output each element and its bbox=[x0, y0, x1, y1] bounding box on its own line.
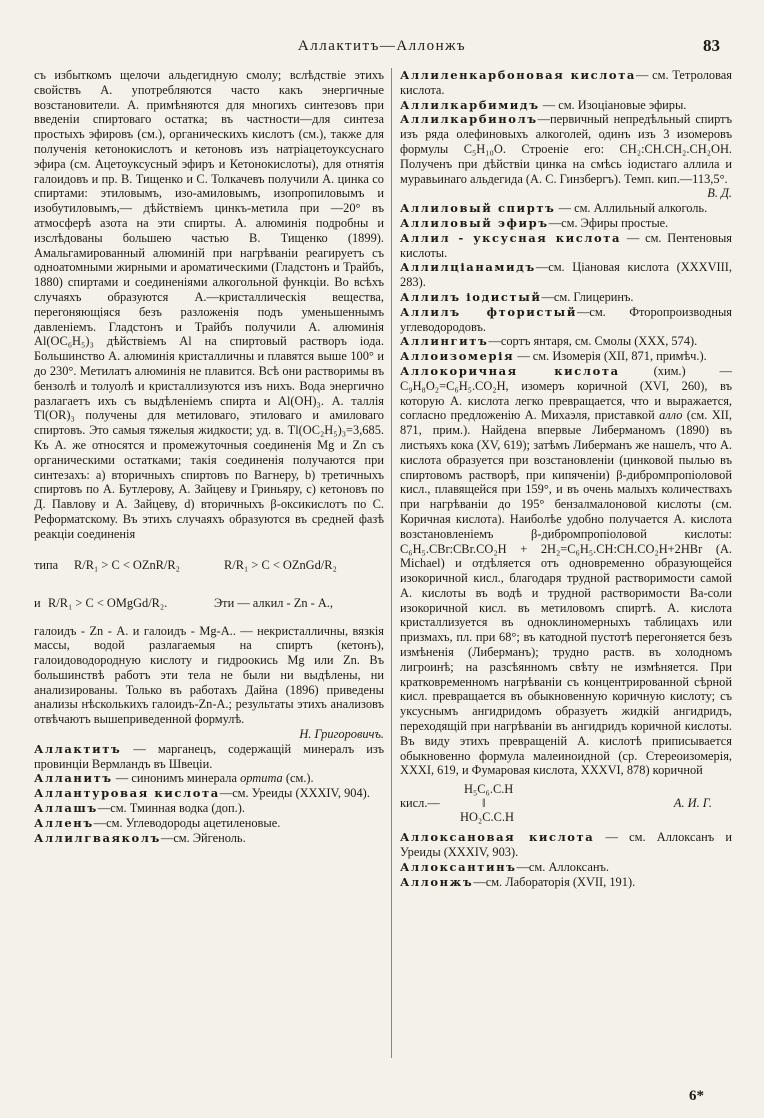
entry-text: — см. Пентеновыя кислоты. bbox=[400, 230, 732, 260]
author-signature: Н. Григоровичъ. bbox=[299, 727, 384, 742]
formula-double-bond: ‖ bbox=[482, 796, 486, 811]
entry-term: Аллилкарбинолъ bbox=[400, 112, 538, 127]
article-paragraph-2: галоидъ - Zn - А. и галоидъ - Mg-А.. — некристалличны, вязкія массы, водой разлагаемыя на спиртъ (кетонъ), галоидоводородную кислоту и гидроокись Mg или Zn. Въ большинствѣ работъ эти тела не были ни выдѣлены, ни анализированы. Только въ работахъ Дайна (1896) приведены анализы нѣсколькихъ галоидъ-Zn-А.; результаты этихъ анализовъ отвѣчаютъ вышеприведенной формулѣ. bbox=[34, 623, 384, 727]
entry-allonzh bbox=[400, 875, 732, 890]
entry-text: — см. Тетроловая кислота. bbox=[400, 68, 732, 97]
page-number: 83 bbox=[703, 36, 720, 55]
entry-text: —см. Глицеринъ. bbox=[541, 289, 634, 304]
entry-term: Аллантуровая кислота bbox=[34, 786, 220, 801]
formula-1: R/R₁ > C < OZnR/R₂ bbox=[74, 557, 180, 572]
entry-term: Алленъ bbox=[34, 815, 94, 830]
entry-term: Аллилціанамидъ bbox=[400, 260, 536, 275]
entry-allilovyi-spirt bbox=[400, 201, 732, 216]
formula-and: и bbox=[34, 595, 41, 610]
formula-tail: Эти — алкил - Zn - А., bbox=[214, 595, 333, 610]
entry-text: —см. Углеводороды ацетиленовые. bbox=[93, 815, 281, 830]
entry-term: Аллингитъ bbox=[400, 334, 489, 349]
formula-top: H₅C₆.C.H bbox=[464, 782, 514, 797]
entry-term: Алланитъ bbox=[34, 771, 113, 786]
entry-term: Аллоксановая кислота bbox=[400, 830, 595, 845]
signature-mark: 6* bbox=[689, 1088, 704, 1104]
column-divider bbox=[391, 68, 392, 1058]
formula-3: R/R₁ > C < OMgGd/R₂. bbox=[48, 595, 168, 610]
formula-bottom: HO₂C.C.H bbox=[460, 810, 514, 825]
entry-alloksanovaya bbox=[400, 830, 732, 860]
entry-text: —см. Уреиды (XXXIV, 904). bbox=[219, 786, 370, 801]
entry-allantur bbox=[34, 786, 384, 801]
entry-text: —см. Аллоксанъ. bbox=[516, 859, 609, 874]
entry-text: —см. Эйгеноль. bbox=[160, 830, 246, 845]
author-signature: В. Д. bbox=[707, 186, 732, 201]
entry-term: Аллашъ bbox=[34, 801, 98, 816]
entry-allash bbox=[34, 801, 384, 816]
entry-term: Аллилгваяколъ bbox=[34, 830, 161, 845]
entry-term: Аллилъ іодистый bbox=[400, 289, 542, 304]
structural-formula bbox=[400, 782, 732, 826]
left-column bbox=[34, 68, 384, 845]
entry-text: —см. Ціановая кислота (XXXVIII, 283). bbox=[400, 260, 732, 290]
entry-allen bbox=[34, 816, 384, 831]
entry-text: (см. XII, 871, прим.). Найдена впервые Либерманомъ (1890) въ листьяхъ кока (XV, 619); затѣмъ Либерманъ же нашелъ, что А. кислота образуется при возстановленіи (цинковой пылью въ спиртовомъ растворѣ, при кипяченіи) β-дибромпропіоловой кисл., плавящейся при 159°, и въ очень малыхъ количествахъ при нагрѣваніи до 195° бензалмалоновой кислоты (см. Коричная кислота). Наиболѣе удобно получается А. кислота возстановленіемъ β-дибромпропіоловой кислоты: C₆H₅.CBr:CBr.CO₂H + 2H₂=C₆H₅.CH:CH.CO₂H+2HBr (A. Michael) и отдѣляется отъ одновременно образующейся изокоричной кисл., благодаря трудной растворимости самой А. кислоты въ водѣ и трудной растворимости Ba-соли изокоричной кисл. въ метиловомъ спиртѣ. А. кислота кристаллизуется въ одноклиномерныхъ таблицахъ или призмахъ, пл. при 68°; въ катодной пустотѣ перегоняется безъ измѣненія (Либерманъ); трудно раств. въ холодномъ лигроинѣ; на разсѣянномъ свѣту не измѣняется. При кратковременномъ нагрѣваніи съ концентрированной сѣрной кисл. превращается въ обыкновенную коричную кислоту; съ уксуснымъ ангидридомъ образуетъ жидкій ангидридъ, переходящій при нагрѣваніи въ ангидридъ коричной кислоты. Въ виду этихъ превращеній А. кислотѣ приписывается обыкновенно формула малеиноидной (ср. Стереоизомерія, XXXI, 619, и Фумаровая кислота, XXXVI, 878) коричной bbox=[400, 408, 733, 778]
entry-alloizomeriya bbox=[400, 349, 732, 364]
entry-text: (см.). bbox=[282, 771, 314, 786]
entry-text: —см. Фторопроизводныя углеводородовъ. bbox=[400, 304, 732, 334]
entry-term: Аллиленкарбоновая кислота bbox=[400, 68, 636, 82]
entry-reference: ортита bbox=[240, 771, 283, 786]
entry-text: — см. Аллоксанъ и Уреиды (XXXIV, 903). bbox=[400, 830, 733, 860]
formula-block-2 bbox=[34, 590, 384, 620]
formula-block bbox=[34, 546, 384, 586]
formula-lead: типа bbox=[34, 557, 59, 572]
entry-term: Аллилкарбимидъ bbox=[400, 97, 540, 112]
entry-allokorichnaya bbox=[400, 364, 732, 778]
entry-text: — см. Изомерія (XII, 871, примѣч.). bbox=[514, 349, 707, 364]
entry-term: Аллил - уксусная кислота bbox=[400, 230, 622, 245]
entry-allilkarbinol bbox=[400, 112, 732, 186]
entry-allilguaiakol bbox=[34, 831, 384, 846]
entry-text: (хим.) — C₉H₈O₂=C₆H₅.CO₂H, изомеръ коричной (XVI, 260), въ которую А. кислота легко превращается, что и выражается, согласно предложенію А. Михаэля, приставкой bbox=[400, 363, 732, 423]
entry-alliltsianamid bbox=[400, 260, 732, 290]
entry-text: —первичный непредѣльный спиртъ изъ ряда олефиновыхъ алкоголей, одинъ изъ 3 изомеровъ формулы C₅H₁₀O. Строеніе его: CH₂:CH.CH₂.CH₂OH. Полученъ при дѣйствіи цинка на смѣсь іодистаго аллила и муравьинаго альдегида (А. С. Гинзбергъ). Темп. кип.—113,5°. bbox=[400, 112, 732, 186]
formula-lead: кисл.— bbox=[400, 796, 440, 811]
entry-prefix: алло bbox=[659, 408, 683, 423]
entry-text: —см. Лабораторія (XVII, 191). bbox=[473, 874, 636, 889]
entry-term: Аллонжъ bbox=[400, 874, 474, 889]
entry-allilkarbimid bbox=[400, 98, 732, 113]
entry-text: — синонимъ минерала bbox=[112, 771, 241, 786]
entry-term: Аллоизомерія bbox=[400, 349, 515, 364]
right-column bbox=[400, 68, 732, 889]
entry-alloksantin bbox=[400, 860, 732, 875]
running-header bbox=[0, 36, 764, 58]
entry-allilovyi-efir bbox=[400, 216, 732, 231]
entry-text: — см. Изоціановые эфиры. bbox=[539, 97, 687, 112]
entry-term: Аллактитъ bbox=[34, 741, 122, 756]
entry-allanit bbox=[34, 771, 384, 786]
entry-text: —сортъ янтаря, см. Смолы (XXX, 574). bbox=[488, 334, 698, 349]
entry-allilenkarbon bbox=[400, 68, 732, 98]
entry-allil-iodistyi bbox=[400, 290, 732, 305]
entry-term: Аллоксантинъ bbox=[400, 859, 517, 874]
formula-2: R/R₁ > C < OZnGd/R₂ bbox=[224, 557, 337, 572]
entry-term: Аллокоричная кислота bbox=[400, 363, 620, 378]
article-paragraph: съ избыткомъ щелочи альдегидную смолу; вслѣдствіе этихъ свойствъ А. употребляются часто какъ энергичные возстановители. А. примѣняются для многихъ синтезовъ при введеніи спиртоваго остатка; въ частности—для синтеза простыхъ эфировъ (см.), органическихъ кислотъ (см.), также для полученія кетонокислотъ и кетоновъ изъ натріацетоуксуснаго эфира (см. Ацетоуксусный эфиръ и Кетонокислоты), для отнятія галоидовъ и пр. В. Тищенко и С. Толкачевъ получили А. цинка со спиртами: этиловымъ, изо-амиловымъ, изопропиловымъ и изобутиловымъ,— дѣйствіемъ цинкъ-метила при —20° въ атмосферѣ азота на эти спирты. А. алюминія подробны и изслѣдованы большею частью В. Тищенко (1899). Амальгамированный алюминій при нагрѣваніи реагируетъ съ одноатомными жирными и ароматическими (Гладстонъ и Трайбъ, 1880) спиртами и соединеніями алкогольной функціи. Во всѣхъ случаяхъ образуются А.—кристаллическія вещества, перегоняющіяся безъ разложенія подъ уменьшеннымъ давленіемъ. Гладстонъ и Трайбъ получили А. алюминія Al(OC₆H₅)₃ дѣйствіемъ Al на спиртовый растворъ іода. Большинство А. алюминія кристалличны и плавятся выше 100° и до 230°. Метилатъ алюминія не плавится. Всѣ они растворимы въ бензолѣ и толуолѣ и кристаллизуются изъ нихъ. Вода энергично разлагаетъ ихъ съ выдѣленіемъ спирта и Al(OH)₃. А. таллія Tl(OR)₃ получены для метиловаго, этиловаго и амиловаго спиртовъ. Это самыя тяжелыя жидкости; уд. в. Tl(OC₂H₅)₃=3,685. Къ А. же относятся и промежуточныя соединенія Mg и Zn съ органическими остатками; такія соединенія получаются при синтезахъ: a) вторичныхъ спиртовъ по Вагнеру, b) третичныхъ спиртовъ по А. Бутлерову, А. Зайцеву и Гриньяру, c) кетоновъ по Д. Павлову и А. Зайцеву, d) вторичныхъ β-оксикислотъ по С. Реформатскому. Въ этихъ случаяхъ образуются въ средней фазѣ реакціи соединенія bbox=[34, 68, 384, 541]
entry-text: —см. Тминная водка (доп.). bbox=[97, 801, 245, 816]
entry-term: Аллиловый спиртъ bbox=[400, 201, 556, 216]
header-title: Аллактитъ—Аллонжъ bbox=[297, 38, 467, 54]
entry-allil-ftoristyi bbox=[400, 305, 732, 335]
entry-allil-uksusnaya bbox=[400, 231, 732, 261]
entry-allingit bbox=[400, 334, 732, 349]
author-signature: А. И. Г. bbox=[673, 796, 712, 811]
entry-text: —см. Эфиры простые. bbox=[548, 215, 669, 230]
entry-text: — марганецъ, содержащій минералъ изъ провинціи Вермландъ въ Швеціи. bbox=[34, 741, 384, 771]
entry-term: Аллиловый эфиръ bbox=[400, 215, 549, 230]
entry-text: — см. Аллильный алкоголь. bbox=[555, 201, 708, 216]
entry-term: Аллилъ фтористый bbox=[400, 304, 577, 319]
entry-allaktit bbox=[34, 742, 384, 772]
